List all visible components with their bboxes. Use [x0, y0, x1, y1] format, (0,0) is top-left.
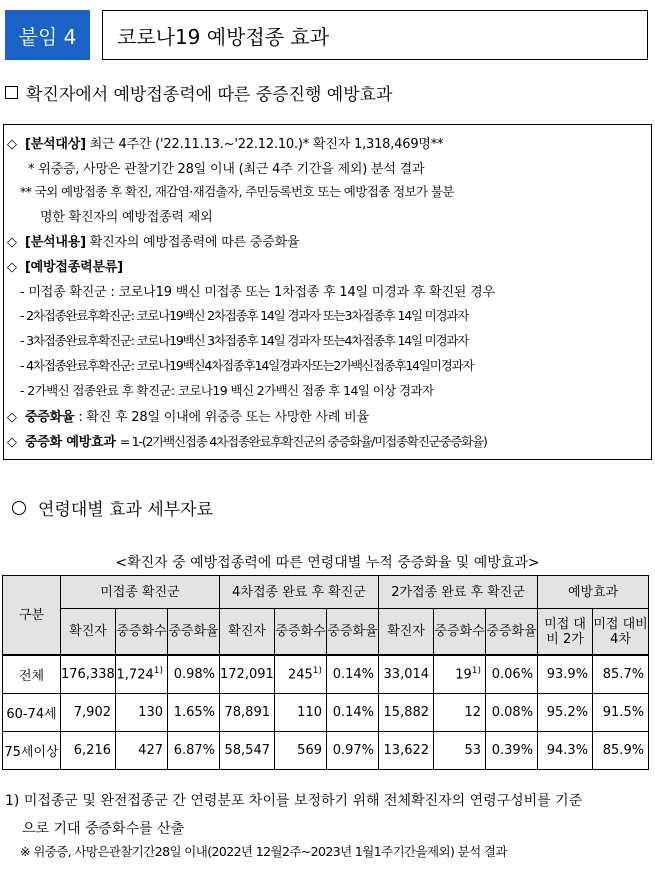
cell-value: 110 [297, 705, 322, 720]
cell-value: 0.14% [332, 667, 375, 682]
row-label: 60-74세 [3, 694, 61, 732]
classification-label: [예방접종력분류] [24, 260, 123, 275]
info-note-2: ** 국외 예방접종 후 확진, 재감염·재검출자, 주민등록번호 또는 예방접종 정보가 불분 [20, 184, 454, 199]
table-cell [327, 655, 379, 694]
cell-value: 427 [138, 743, 163, 758]
table-cell [379, 694, 434, 732]
table-cell [275, 655, 327, 694]
table-cell [61, 694, 116, 732]
effect-table [2, 575, 649, 770]
diamond-icon: ◇ [7, 260, 17, 275]
cell-value: 19 [455, 667, 472, 683]
cell-value: 130 [138, 705, 163, 720]
info-note-2-cont: 명한 확진자의 예방접종력 제외 [40, 210, 213, 225]
footnote-2: ※ 위중증, 사망은관찰기간28일 이내(2022년 12월2주~2023년 1월1주기간을제외) 분석 결과 [20, 844, 507, 859]
table-cell [220, 655, 275, 694]
table-cell [593, 732, 649, 770]
checkbox-square-icon [5, 86, 18, 99]
table-cell [538, 655, 593, 694]
cell-value: 85.7% [602, 667, 645, 682]
cell-value: 33,014 [383, 667, 430, 682]
cell-value: 176,338 [61, 667, 115, 682]
table-cell [434, 732, 486, 770]
table-cell [116, 694, 168, 732]
cell-value: 94.3% [546, 743, 589, 758]
cell-value: 85.9% [602, 743, 645, 758]
table-cell [116, 655, 168, 694]
diamond-icon: ◇ [7, 435, 17, 450]
cell-value: 91.5% [602, 705, 645, 720]
effect-label: 중증화 예방효과 [24, 435, 116, 450]
table-cell [486, 732, 538, 770]
table-cell [116, 732, 168, 770]
cell-value: 245 [287, 667, 313, 683]
table-cell [327, 732, 379, 770]
table-cell [379, 655, 434, 694]
column-header: 확진자 [379, 609, 434, 656]
cell-value: 6,216 [73, 743, 111, 758]
group-header: 미접종 확진군 [61, 576, 220, 609]
severity-label: 중증화율 [24, 410, 75, 425]
target-label: [분석대상] [24, 137, 86, 152]
table-cell [275, 732, 327, 770]
cell-value: 15,882 [383, 705, 430, 720]
cell-value: 1.65% [173, 705, 215, 720]
column-header: 미접 대비 4차 [593, 609, 649, 656]
cell-value: 95.2% [546, 705, 589, 720]
table-cell [61, 732, 116, 770]
footnote-1-cont: 으로 기대 중증화수를 산출 [22, 821, 185, 837]
target-text: 최근 4주간 ('22.11.13.~'22.12.10.)* 확진자 1,318,469명** [89, 137, 444, 152]
cell-value: 569 [297, 743, 322, 758]
table-row [3, 655, 649, 694]
table-row [3, 732, 649, 770]
table-caption: <확진자 중 예방접종력에 따른 연령대별 누적 중증화율 및 예방효과> [115, 555, 540, 571]
cell-value: 172,091 [220, 667, 274, 682]
class-bivalent: - 2가백신 접종완료 후 확진군: 코로나19 백신 2가백신 접종 후 14일 이상 경과자 [20, 383, 434, 398]
info-line-severity [7, 406, 369, 425]
group-header: 예방효과 [538, 576, 649, 609]
info-line-effect [7, 431, 487, 450]
footnote-marker: 1) [471, 666, 482, 677]
table-cell [486, 694, 538, 732]
class-unvaccinated: - 미접종 확진군 : 코로나19 백신 미접종 또는 1차접종 후 14일 미경과 후 확진된 경우 [20, 285, 495, 300]
cell-value: 0.06% [491, 667, 534, 682]
table-cell [168, 694, 220, 732]
class-dose3: - 3차접종완료후확진군: 코로나19백신 3차접종후 14일 경과자 또는4차접종후 14일 미경과자 [20, 333, 469, 348]
corner-header: 구분 [3, 576, 61, 656]
cell-value: 12 [464, 705, 482, 720]
column-header: 중증화수 [275, 609, 327, 656]
class-dose2: - 2차접종완료후확진군: 코로나19백신 2차접종후 14일 경과자 또는3차접종후 14일 미경과자 [20, 308, 469, 323]
cell-value: 58,547 [224, 743, 270, 758]
cell-value: 53 [464, 743, 482, 758]
footnote-1: 1) 미접종군 및 완전접종군 간 연령분포 차이를 보정하기 위해 전체확진자의 연령구성비를 기준 [5, 793, 583, 809]
table-cell [593, 694, 649, 732]
cell-value: 0.39% [491, 743, 534, 758]
section-heading [5, 80, 392, 105]
column-header: 미접 대비 2가 [538, 609, 593, 656]
diamond-icon: ◇ [7, 410, 17, 425]
column-header: 중증화수 [434, 609, 486, 656]
column-header: 중증화율 [168, 609, 220, 656]
cell-value: 7,902 [73, 705, 111, 720]
table-cell [168, 732, 220, 770]
table-cell [379, 732, 434, 770]
table-cell [538, 732, 593, 770]
column-header: 확진자 [61, 609, 116, 656]
info-note-1: * 위중증, 사망은 관찰기간 28일 이내 (최근 4주 기간을 제외) 분석 결과 [28, 162, 425, 177]
info-line-content [7, 231, 299, 250]
table-cell [486, 655, 538, 694]
row-label: 전체 [3, 655, 61, 694]
footnote-marker: 1) [153, 666, 163, 677]
table-cell [220, 732, 275, 770]
section-title: 확진자에서 예방접종력에 따른 중증진행 예방효과 [26, 85, 393, 105]
content-text: 확진자의 예방접종력에 따른 중증화율 [89, 235, 300, 250]
row-label: 75세이상 [3, 732, 61, 770]
cell-value: 0.97% [332, 743, 375, 758]
class-dose4: - 4차접종완료후확진군: 코로나19백신4차접종후14일경과자또는2가백신접종후14일미경과자 [20, 358, 474, 373]
table-cell [168, 655, 220, 694]
content-label: [분석내용] [24, 235, 86, 250]
table-cell [275, 694, 327, 732]
diamond-icon: ◇ [7, 137, 17, 152]
table-cell [220, 694, 275, 732]
info-line-classification [7, 256, 123, 275]
effect-text: = 1-(2가백신접종 4차접종완료후확진군의 중증화율/미접종확진군중증화율) [119, 434, 487, 449]
diamond-icon: ◇ [7, 235, 17, 250]
column-header: 중증화율 [327, 609, 379, 656]
table-cell [327, 694, 379, 732]
cell-value: 93.9% [546, 667, 589, 682]
table-cell [434, 655, 486, 694]
analysis-info-box [3, 124, 652, 460]
table-cell [61, 655, 116, 694]
cell-value: 0.08% [491, 705, 534, 720]
table-cell [434, 694, 486, 732]
subsection-title: 연령대별 효과 세부자료 [38, 500, 214, 520]
column-header: 확진자 [220, 609, 275, 656]
subsection-heading [12, 495, 213, 520]
group-header: 4차접종 완료 후 확진군 [220, 576, 379, 609]
column-header: 중증화율 [486, 609, 538, 656]
info-line-target [7, 133, 443, 152]
cell-value: 78,891 [224, 705, 270, 720]
cell-value: 0.14% [332, 705, 375, 720]
cell-value: 6.87% [173, 743, 215, 758]
group-header: 2가접종 완료 후 확진군 [379, 576, 538, 609]
table-row [3, 694, 649, 732]
table-cell [538, 694, 593, 732]
footnote-marker: 1) [312, 666, 322, 677]
cell-value: 1,724 [116, 667, 154, 683]
table-cell [593, 655, 649, 694]
cell-value: 13,622 [383, 743, 430, 758]
attachment-tag: 붙임 4 [5, 10, 90, 60]
circle-bullet-icon [12, 501, 26, 515]
page-title: 코로나19 예방접종 효과 [102, 10, 648, 60]
column-header: 중증화수 [116, 609, 168, 656]
cell-value: 0.98% [173, 667, 215, 682]
severity-text: : 확진 후 28일 이내에 위중증 또는 사망한 사례 비율 [78, 410, 369, 425]
table-body [3, 655, 649, 770]
